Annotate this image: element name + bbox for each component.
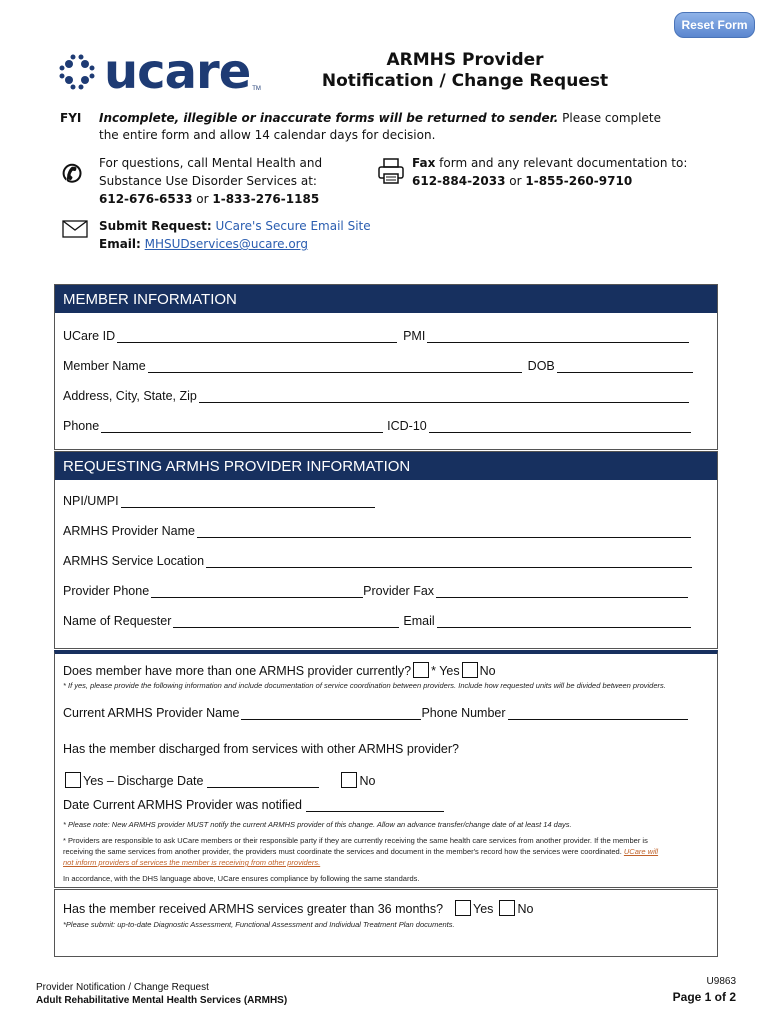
- discharge-row: Yes – Discharge Date No: [63, 772, 375, 788]
- icd10-field[interactable]: [429, 421, 691, 433]
- months-note: *Please submit: up-to-date Diagnostic Assessment, Functional Assessment and Individual Treatment Plan documents.: [63, 920, 455, 929]
- provider-section-header: REQUESTING ARMHS PROVIDER INFORMATION: [55, 452, 717, 480]
- footer-line1: Provider Notification / Change Request: [36, 982, 209, 993]
- logo-wordmark: ucare: [104, 44, 251, 100]
- provider-phone-row: Provider Phone Provider Fax: [63, 584, 688, 598]
- questions-line2: Substance Use Disorder Services at:: [99, 174, 317, 188]
- provider-name-row: ARMHS Provider Name: [63, 524, 691, 538]
- responsibility-note: * Providers are responsible to ask UCare members or their responsible party if they are currently receiving the same health care services from another provider. If the member is receiving the same services from another provider, the providers must coordinate the services and document in the member's record how the services were coordinated. UCare will not inform providers of services the member is receiving from other providers.: [63, 836, 659, 867]
- form-code: U9863: [706, 976, 736, 987]
- discharge-no-checkbox[interactable]: [341, 772, 357, 788]
- requester-field[interactable]: [173, 616, 399, 628]
- date-notified-row: Date Current ARMHS Provider was notified: [63, 798, 444, 812]
- notify-note: * Please note: New ARMHS provider MUST notify the current ARMHS provider of this change. Allow an advance transfer/change date of at least 14 days.: [63, 820, 572, 829]
- submit-block: [99, 217, 371, 253]
- questions-phones: 612-676-6533 or 1-833-276-1185: [99, 192, 320, 206]
- address-row: Address, City, State, Zip: [63, 389, 689, 403]
- dob-field[interactable]: [557, 361, 693, 373]
- email-icon: [62, 220, 88, 243]
- address-field[interactable]: [199, 391, 689, 403]
- fyi-label: FYI: [60, 111, 82, 125]
- fax-text: form and any relevant documentation to:: [435, 156, 688, 170]
- pmi-field[interactable]: [427, 331, 689, 343]
- provider-fax-field[interactable]: [436, 586, 688, 598]
- requester-email-field[interactable]: [437, 616, 691, 628]
- logo-tm: TM: [252, 86, 261, 92]
- discharge-yes-checkbox[interactable]: [65, 772, 81, 788]
- fyi-rest1: Please complete: [558, 111, 661, 125]
- member-name-row: Member Name DOB: [63, 359, 693, 373]
- footer-left: [36, 981, 287, 1007]
- provider-phone-field[interactable]: [151, 586, 363, 598]
- multi-provider-note: * If yes, please provide the following information and include documentation of service coordination between providers. Include how requested units will be divided between providers.: [63, 681, 666, 690]
- email-label: Email:: [99, 237, 141, 251]
- fax-icon: [378, 158, 404, 189]
- ucare-id-row: UCare ID PMI: [63, 329, 689, 343]
- fyi-rest2: the entire form and allow 14 calendar days for decision.: [99, 128, 436, 142]
- ucare-logo-icon: [58, 53, 96, 91]
- months-yes-checkbox[interactable]: [455, 900, 471, 916]
- page-number: Page 1 of 2: [672, 990, 736, 1004]
- npi-field[interactable]: [121, 496, 375, 508]
- fax-bold: Fax: [412, 156, 436, 170]
- fax-numbers: 612-884-2033 or 1-855-260-9710: [412, 174, 633, 188]
- provider-name-field[interactable]: [197, 526, 691, 538]
- discharge-date-field[interactable]: [207, 776, 319, 788]
- date-notified-field[interactable]: [306, 800, 444, 812]
- submit-label: Submit Request:: [99, 219, 212, 233]
- npi-row: NPI/UMPI: [63, 494, 375, 508]
- discharged-question: Has the member discharged from services with other ARMHS provider?: [63, 742, 459, 756]
- provider-section: [54, 451, 718, 649]
- footer-line2: Adult Rehabilitative Mental Health Services (ARMHS): [36, 995, 288, 1006]
- multi-provider-question-row: Does member have more than one ARMHS provider currently? * Yes No: [63, 664, 496, 678]
- months-section: [54, 889, 718, 957]
- ucare-logo: [58, 44, 261, 100]
- title-line2: Notification / Change Request: [321, 71, 609, 91]
- current-provider-row: Current ARMHS Provider Name Phone Number: [63, 706, 688, 720]
- compliance-note: In accordance, with the DHS language above, UCare ensures compliance by following the same standards.: [63, 874, 420, 883]
- fyi-warning: Incomplete, illegible or inaccurate forms will be returned to sender.: [99, 111, 559, 125]
- reset-form-button[interactable]: Reset Form: [674, 12, 755, 38]
- requester-row: Name of Requester Email: [63, 614, 691, 628]
- member-name-field[interactable]: [148, 361, 522, 373]
- member-phone-field[interactable]: [101, 421, 383, 433]
- fax-block: [412, 154, 687, 190]
- footer-right: [640, 976, 736, 1004]
- phone-icon: ✆: [62, 161, 83, 188]
- months-no-checkbox[interactable]: [499, 900, 515, 916]
- current-provider-phone-field[interactable]: [508, 708, 688, 720]
- ucare-id-field[interactable]: [117, 331, 397, 343]
- multi-provider-yes-checkbox[interactable]: [413, 662, 429, 678]
- service-location-row: ARMHS Service Location: [63, 554, 692, 568]
- questions-block: [99, 154, 322, 208]
- title-line1: ARMHS Provider: [386, 50, 544, 70]
- multi-provider-no-checkbox[interactable]: [462, 662, 478, 678]
- form-title: [300, 50, 630, 92]
- questions-line1: For questions, call Mental Health and: [99, 156, 323, 170]
- current-provider-field[interactable]: [241, 708, 421, 720]
- member-section: [54, 284, 718, 450]
- member-section-header: MEMBER INFORMATION: [55, 285, 717, 313]
- months-question-row: Has the member received ARMHS services greater than 36 months? Yes No: [63, 902, 534, 916]
- multi-provider-section: [54, 650, 718, 888]
- email-link[interactable]: MHSUDservices@ucare.org: [144, 237, 309, 251]
- fyi-text: [99, 110, 719, 144]
- secure-email-link[interactable]: UCare's Secure Email Site: [215, 219, 371, 233]
- service-location-field[interactable]: [206, 556, 692, 568]
- phone-row: Phone ICD-10: [63, 419, 691, 433]
